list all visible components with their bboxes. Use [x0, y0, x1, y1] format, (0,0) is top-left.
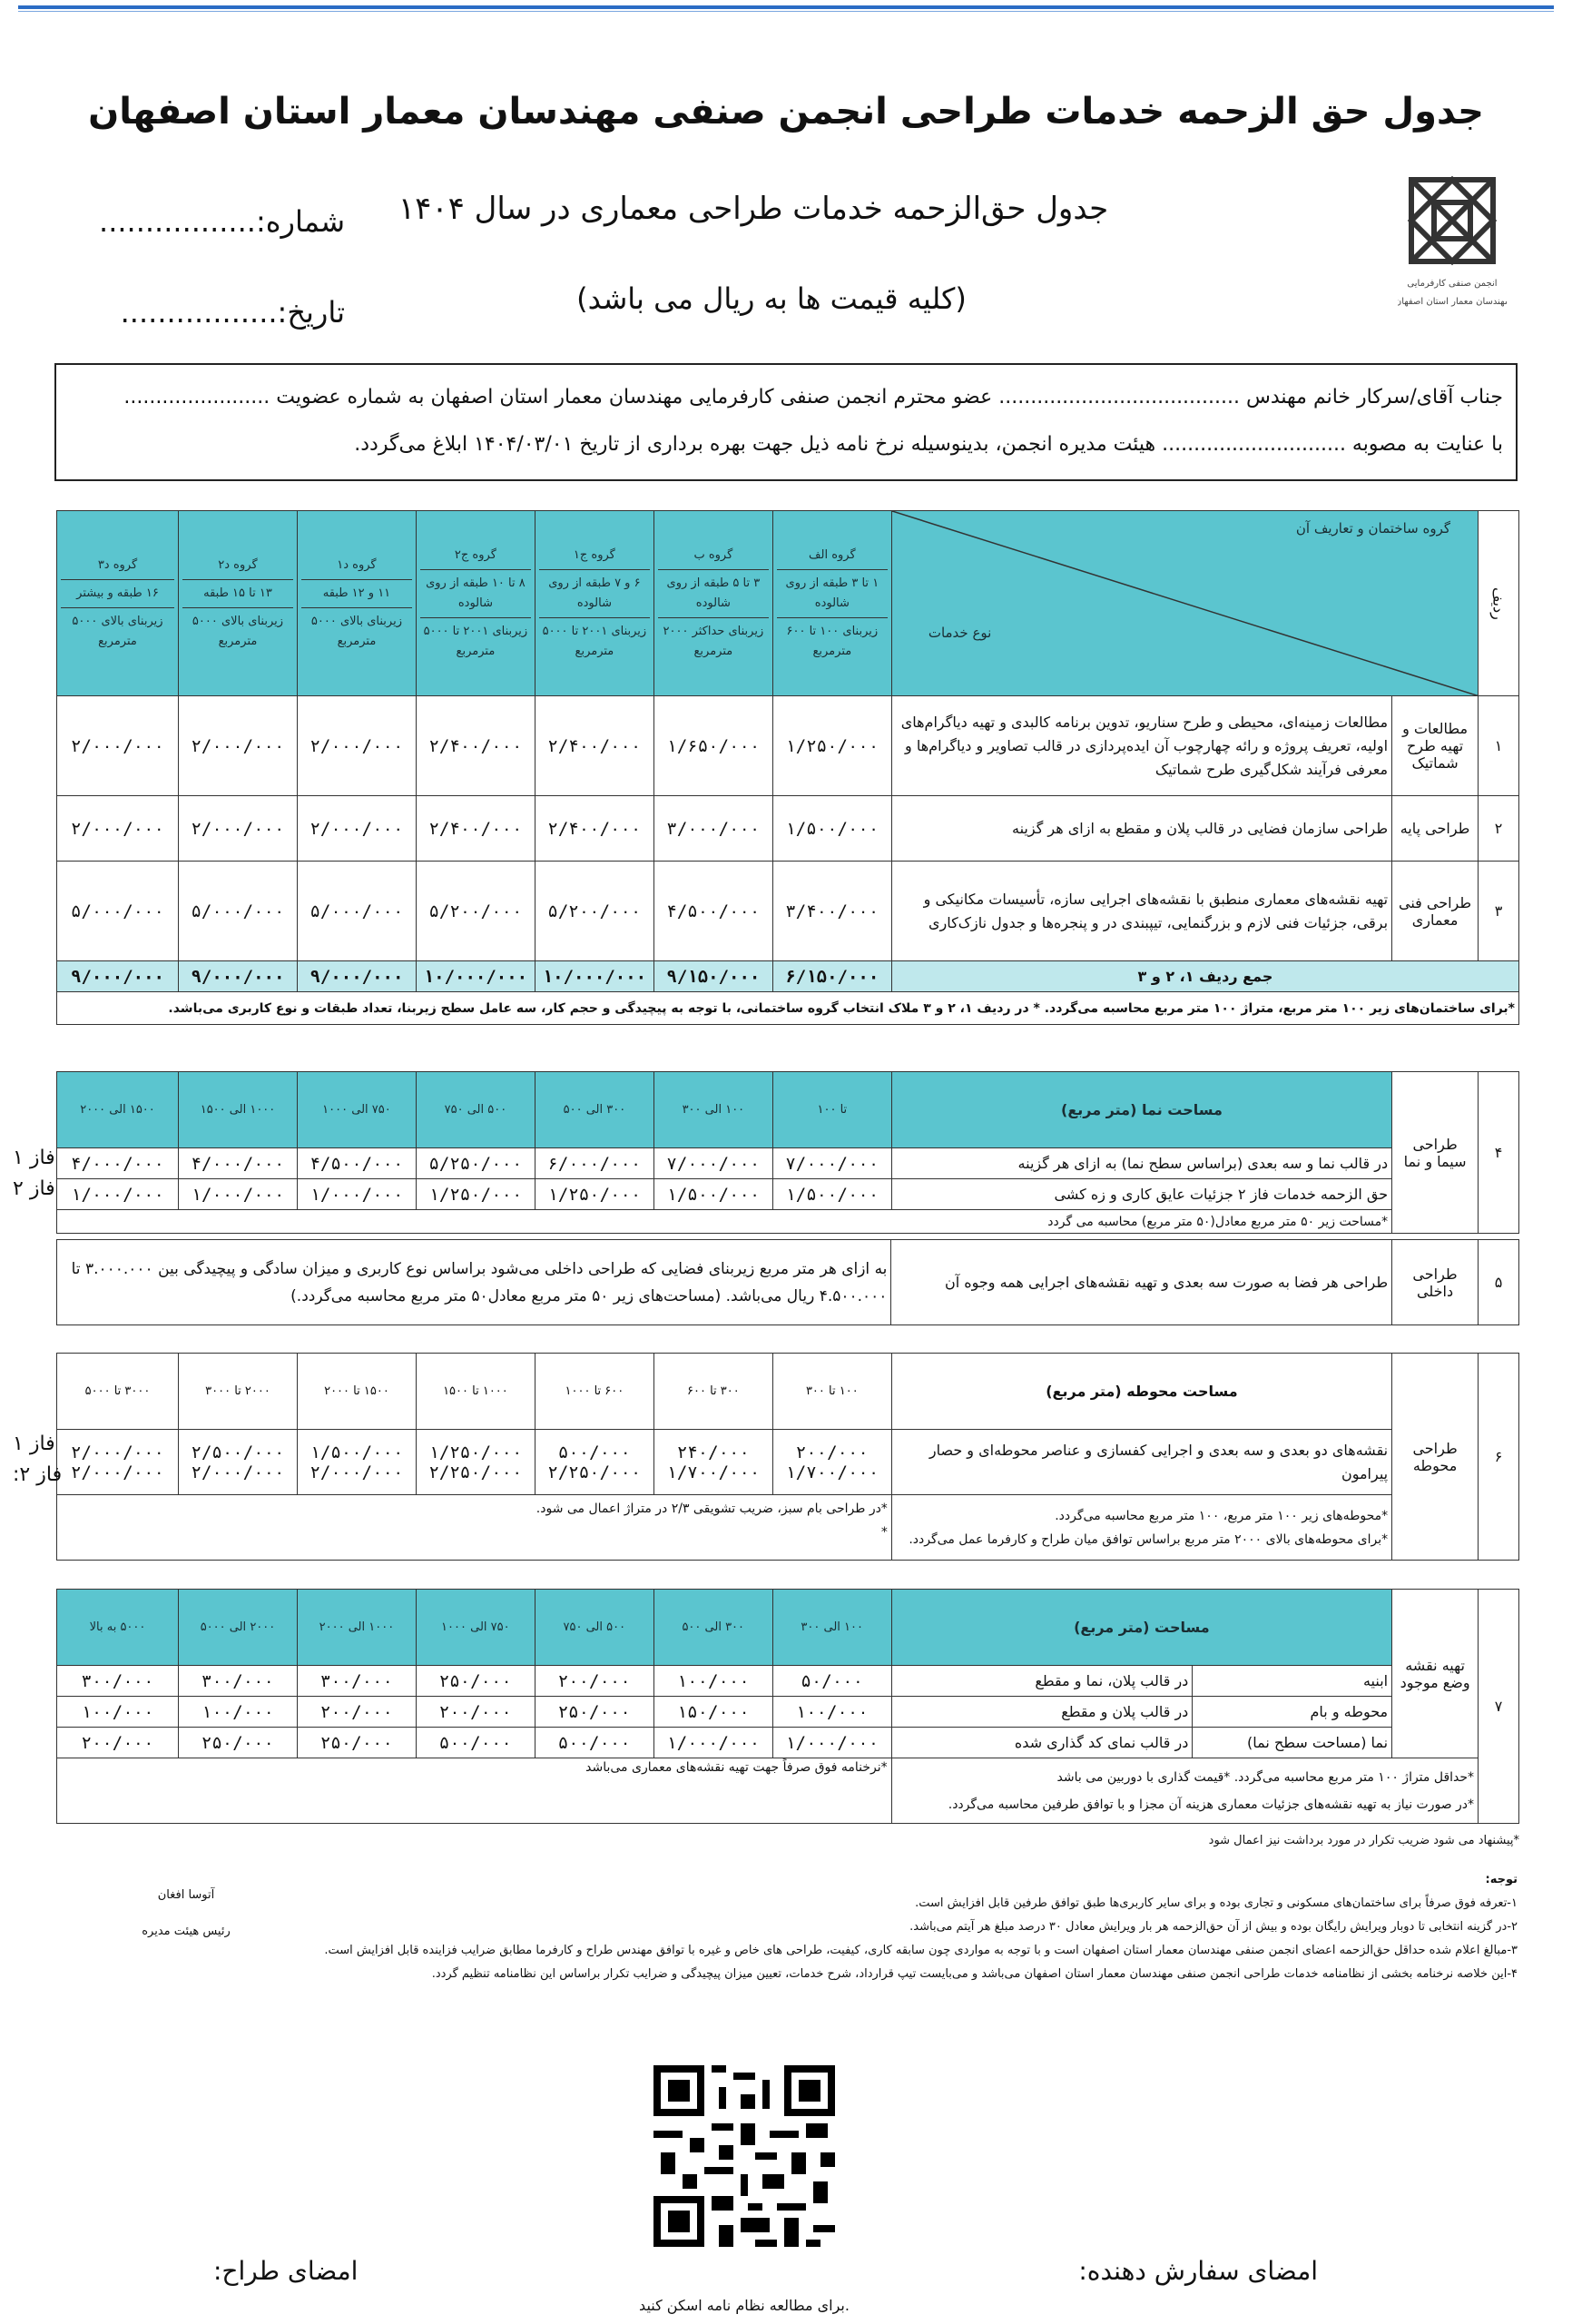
- note-item: ۴-این خلاصه نرخنامه بخشی از نظامنامه خدمات طراحی انجمن صنفی مهندسان معمار استان اصفهان می‌باشد و می‌بایست تیپ قرارداد، شرح خدمات، تعیین میزان پیچیدگی و ضرایب تکرار براساس این نظامنامه تنظیم گردد.: [431, 1967, 1518, 1981]
- main-title: جدول حق الزحمه خدمات طراحی انجمن صنفی مهندسان معمار استان اصفهان: [88, 91, 1484, 133]
- table7-note-3: *نرخنامه فوق صرفاً جهت تهیه نقشه‌های معماری می‌باشد: [57, 1758, 892, 1824]
- table-row: حق الزحمه خدمات فاز ۲ جزئیات عایق کاری و زه کشی ۱/۵۰۰/۰۰۰ ۱/۵۰۰/۰۰۰ ۱/۲۵۰/۰۰۰ ۱/۲۵۰/۰۰۰ ۱/۰۰۰/۰۰۰ ۱/۰۰۰/۰۰۰ ۱/۰۰۰/۰۰۰: [57, 1179, 1519, 1210]
- group-be: گروه ب ۳ تا ۵ طبقه از روی شالوده زیربنای حداکثر ۲۰۰۰ مترمربع: [653, 511, 772, 696]
- chair-name: آتوسا افغان: [157, 1888, 215, 1902]
- table-row: ابنیه در قالب پلان، نما و مقطع ۵۰/۰۰۰ ۱۰۰/۰۰۰ ۲۰۰/۰۰۰ ۲۵۰/۰۰۰ ۳۰۰/۰۰۰ ۳۰۰/۰۰۰ ۳۰۰/۰۰۰: [57, 1666, 1519, 1697]
- group-dal2: گروه د۲ ۱۳ تا ۱۵ طبقه زیربنای بالای ۵۰۰۰ مترمربع: [178, 511, 297, 696]
- service-type-label: نوع خدمات: [928, 625, 992, 641]
- price-unit-note: (کلیه قیمت ها به ریال می باشد): [576, 281, 967, 316]
- designer-signature-label: امضای طراح:: [213, 2256, 359, 2286]
- table6-note-1: *محوطه‌های زیر ۱۰۰ متر مربع، ۱۰۰ متر مربع محاسبه می‌گردد.: [1055, 1508, 1389, 1523]
- table6-note-2: *برای محوطه‌های بالای ۲۰۰۰ متر مربع براساس توافق میان طراح و کارفرما عمل می‌گردد.: [909, 1531, 1389, 1547]
- design-fee-table: [56, 510, 1519, 1025]
- group-jim1: گروه ج۱ ۶ و ۷ طبقه از روی شالوده زیربنای ۲۰۰۱ تا ۵۰۰۰ مترمربع: [535, 511, 653, 696]
- table6-note-3: *در طراحی بام سبز، ضریب تشویقی ۲/۳ در متراژ اعمال می شود.: [535, 1502, 888, 1516]
- qr-code[interactable]: [653, 2065, 835, 2247]
- note-item: ۲-در گزینه انتخابی تا دوبار ویرایش رایگان بوده و بیش از آن حق‌الزحمه هر بار ویرایش معادل ۳۰ درصد مبلغ هر آیتم می‌باشد.: [909, 1920, 1518, 1934]
- group-dal3: گروه د۳ ۱۶ طبقه و بیشتر زیربنای بالای ۵۰۰۰ مترمربع: [57, 511, 179, 696]
- intro-line-2: با عنایت به مصوبه ............................. هیئت مدیره انجمن، بدینوسیله نرخ نامه ذیل جهت بهره برداری از تاریخ ۱۴۰۴/۰۳/۰۱ ابلاغ می‌گردد.: [354, 433, 1503, 456]
- note-item: ۱-تعرفه فوق صرفاً برای ساختمان‌های مسکونی و تجاری بوده و برای سایر کاربری‌ها طبق توافق طرفین قابل افزایش است.: [915, 1896, 1518, 1910]
- date-field[interactable]: تاریخ:.................: [120, 295, 345, 330]
- number-field[interactable]: شماره:.................: [99, 204, 345, 239]
- facade-design-table: ۴ طراحی سیما و نما مساحت نما (متر مربع) تا ۱۰۰ ۱۰۰ الی ۳۰۰ ۳۰۰ الی ۵۰۰ ۵۰۰ الی ۷۵۰ ۷۵۰ الی ۱۰۰۰ ۱۰۰۰ الی ۱۵۰۰ ۱۵۰۰ الی ۲۰۰۰ در قالب نما و سه بعدی (براساس سطح نما) به ازای هر گزینه ۷/۰۰۰/۰۰۰ ۷/۰۰۰/۰۰۰ ۶/۰۰۰/۰۰۰ ۵/۲۵۰/۰۰۰ ۴/۵۰۰/۰۰۰ ۴/۰۰۰/۰۰۰ ۴/۰۰۰/۰۰۰ حق الزحمه خدمات فاز ۲ جزئیات عایق کاری و زه کشی ۱/۵۰۰/۰۰۰ ۱/۵۰۰/۰۰۰ ۱/۲۵۰/۰۰۰ ۱/۲۵۰/۰۰۰ ۱/۰۰۰/۰۰۰ ۱/۰۰۰/۰۰۰ ۱/۰۰۰/۰۰۰ *مساحت زیر ۵۰ متر مربع معادل(۵۰ متر مربع) محاسبه می گردد: [56, 1071, 1519, 1234]
- interior-design-table: ۵ طراحی داخلی طراحی هر فضا به صورت سه بعدی و تهیه نقشه‌های اجرایی همه وجوه آن به ازای هر متر مربع زیربنای فضایی که طراحی داخلی می‌شود براساس نوع کاربری و میزان سادگی و پیچیدگی بین ۳.۰۰۰.۰۰۰ تا ۴.۵۰۰.۰۰۰ ریال می‌باشد. (مساحت‌های زیر ۵۰ متر مربع معادل۵۰ متر مربع محاسبه می‌گردد.): [56, 1239, 1519, 1325]
- logo-text-2: مهندسان معمار استان اصفهان: [1398, 297, 1507, 307]
- association-logo: [1398, 172, 1507, 327]
- top-border-thin: [18, 11, 1554, 12]
- table-row: ۳ طراحی فنی معماری تهیه نقشه‌های معماری منطبق با نقشه‌های اجرایی سازه، تأسیسات مکانیکی و برقی، جزئیات فنی لازم و بزرگنمایی، تیپبندی در و پنجره‌ها و جدول نازک‌کاری ۳/۴۰۰/۰۰۰ ۴/۵۰۰/۰۰۰ ۵/۲۰۰/۰۰۰ ۵/۲۰۰/۰۰۰ ۵/۰۰۰/۰۰۰ ۵/۰۰۰/۰۰۰ ۵/۰۰۰/۰۰۰: [57, 862, 1519, 961]
- as-built-survey-table: ۷ تهیه نقشه وضع موجود مساحت (متر مربع) ۱۰۰ الی ۳۰۰ ۳۰۰ الی ۵۰۰ ۵۰۰ الی ۷۵۰ ۷۵۰ الی ۱۰۰۰ ۱۰۰۰ الی ۲۰۰۰ ۲۰۰۰ الی ۵۰۰۰ ۵۰۰۰ به بالا ابنیه در قالب پلان، نما و مقطع ۵۰/۰۰۰ ۱۰۰/۰۰۰ ۲۰۰/۰۰۰ ۲۵۰/۰۰۰ ۳۰۰/۰۰۰ ۳۰۰/۰۰۰ ۳۰۰/۰۰۰ محوطه و بام در قالب پلان و مقطع ۱۰۰/۰۰۰ ۱۵۰/۰۰۰ ۲۵۰/۰۰۰ ۲۰۰/۰۰۰ ۲۰۰/۰۰۰ ۱۰۰/۰۰۰ ۱۰۰/۰۰۰ نما (مساحت سطح نما) در قالب نمای کد گذاری شده ۱/۰۰۰/۰۰۰ ۱/۰۰۰/۰۰۰ ۵۰۰/۰۰۰ ۵۰۰/۰۰۰ ۲۵۰/۰۰۰ ۲۵۰/۰۰۰ ۲۰۰/۰۰۰ *حداقل متراژ ۱۰۰ متر مربع محاسبه می‌گردد. *قیمت گذاری با دوربین می باشد *در صورت نیاز به تهیه نقشه‌های جزئیات معماری هزینه آن مجزا و با توافق طرفین محاسبه می‌گردد. *نرخنامه فوق صرفاً جهت تهیه نقشه‌های معماری می‌باشد: [56, 1589, 1519, 1824]
- table-row: در قالب نما و سه بعدی (براساس سطح نما) به ازای هر گزینه ۷/۰۰۰/۰۰۰ ۷/۰۰۰/۰۰۰ ۶/۰۰۰/۰۰۰ ۵/۲۵۰/۰۰۰ ۴/۵۰۰/۰۰۰ ۴/۰۰۰/۰۰۰ ۴/۰۰۰/۰۰۰: [57, 1148, 1519, 1179]
- top-border: [18, 5, 1554, 9]
- phase-2-label: فاز ۲: [13, 1177, 55, 1200]
- phase-1-label-landscape: فاز ۱: [13, 1433, 55, 1455]
- client-signature-label: امضای سفارش دهنده:: [1078, 2256, 1318, 2286]
- radif-header: ردیف: [1479, 511, 1519, 696]
- note-item: ۳-مبالغ اعلام شده حداقل حق‌الزحمه اعضای انجمن صنفی مهندسان معمار استان اصفهان است و با توجه به مواردی چون سابقه کاری، کیفیت، طراحی های خاص و غیره با توافق مهندس طراح و کارفرما مطابق ضرایب فزاینده قابل افزایش است.: [324, 1944, 1518, 1957]
- phase-2-label-landscape: فاز ۲:: [13, 1463, 63, 1486]
- table1-footnote: *برای ساختمان‌های زیر ۱۰۰ متر مربع، متراژ ۱۰۰ متر مربع محاسبه می‌گردد. * در ردیف ۱، ۲ و ۳ ملاک انتخاب گروه ساختمانی، با توجه به پیچیدگی و حجم کار، سه عامل سطح زیربنا، تعداد طبقات و نوع کاربری می‌باشد.: [57, 992, 1519, 1025]
- table-row: ۲ طراحی پایه طراحی سازمان فضایی در قالب پلان و مقطع به ازای هر گزینه ۱/۵۰۰/۰۰۰ ۳/۰۰۰/۰۰۰ ۲/۴۰۰/۰۰۰ ۲/۴۰۰/۰۰۰ ۲/۰۰۰/۰۰۰ ۲/۰۰۰/۰۰۰ ۲/۰۰۰/۰۰۰: [57, 796, 1519, 862]
- group-header-cell: [891, 511, 1478, 696]
- group-dal1: گروه د۱ ۱۱ و ۱۲ طبقه زیربنای بالای ۵۰۰۰ مترمربع: [297, 511, 416, 696]
- group-jim2: گروه ج۲ ۸ تا ۱۰ طبقه از روی شالوده زیربنای ۲۰۰۱ تا ۵۰۰۰ مترمربع: [416, 511, 535, 696]
- table7-note-4: *پیشنهاد می شود ضریب تکرار در مورد برداشت نیز اعمال شود: [1208, 1834, 1519, 1847]
- table-row: نما (مساحت سطح نما) در قالب نمای کد گذاری شده ۱/۰۰۰/۰۰۰ ۱/۰۰۰/۰۰۰ ۵۰۰/۰۰۰ ۵۰۰/۰۰۰ ۲۵۰/۰۰۰ ۲۵۰/۰۰۰ ۲۰۰/۰۰۰: [57, 1728, 1519, 1758]
- table7-note-1: *حداقل متراژ ۱۰۰ متر مربع محاسبه می‌گردد. *قیمت گذاری با دوربین می باشد: [1056, 1769, 1475, 1785]
- table6-note-4: *: [880, 1525, 888, 1540]
- table4-footnote: *مساحت زیر ۵۰ متر مربع معادل(۵۰ متر مربع) محاسبه می گردد: [57, 1210, 1392, 1234]
- notes-title: توجه:: [1485, 1873, 1518, 1886]
- table-row: محوطه و بام در قالب پلان و مقطع ۱۰۰/۰۰۰ ۱۵۰/۰۰۰ ۲۵۰/۰۰۰ ۲۰۰/۰۰۰ ۲۰۰/۰۰۰ ۱۰۰/۰۰۰ ۱۰۰/۰۰۰: [57, 1697, 1519, 1728]
- notes-section: [20, 1868, 1518, 1986]
- table-row: ۱ مطالعات و تهیه طرح شماتیک مطالعات زمینه‌ای، محیطی و طرح سناریو، تدوین برنامه کالبدی و تهیه دیاگرام‌های اولیه، تعریف پروژه و رائه چهارچوب آن ایده‌پردازی در قالب تصاویر و دیاگرام‌ها و معرفی فرآیند شکل‌گیری طرح شماتیک ۱/۲۵۰/۰۰۰ ۱/۶۵۰/۰۰۰ ۲/۴۰۰/۰۰۰ ۲/۴۰۰/۰۰۰ ۲/۰۰۰/۰۰۰ ۲/۰۰۰/۰۰۰ ۲/۰۰۰/۰۰۰: [57, 696, 1519, 796]
- landscape-design-table: ۶ طراحی محوطه مساحت محوطه (متر مربع) ۱۰۰ تا ۳۰۰ ۳۰۰ تا ۶۰۰ ۶۰۰ تا ۱۰۰۰ ۱۰۰۰ تا ۱۵۰۰ ۱۵۰۰ تا ۲۰۰۰ ۲۰۰۰ تا ۳۰۰۰ ۳۰۰۰ تا ۵۰۰۰ نقشه‌های دو بعدی و سه بعدی و اجرایی کفسازی و عناصر محوطه‌ای و حصار پیرامون ۲۰۰/۰۰۰ ۱/۷۰۰/۰۰۰ ۲۴۰/۰۰۰ ۱/۷۰۰/۰۰۰ ۵۰۰/۰۰۰ ۲/۲۵۰/۰۰۰ ۱/۲۵۰/۰۰۰ ۲/۲۵۰/۰۰۰ ۱/۵۰۰/۰۰۰ ۲/۰۰۰/۰۰۰ ۲/۵۰۰/۰۰۰ ۲/۰۰۰/۰۰۰ ۲/۰۰۰/۰۰۰ ۲/۰۰۰/۰۰۰ *محوطه‌های زیر ۱۰۰ متر مربع، ۱۰۰ متر مربع محاسبه می‌گردد. *برای محوطه‌های بالای ۲۰۰۰ متر مربع براساس توافق میان طراح و کارفرما عمل می‌گردد. *در طراحی بام سبز، ضریب تشویقی ۲/۳ در متراژ اعمال می شود. *: [56, 1353, 1519, 1561]
- intro-line-1: جناب آقای/سرکار خانم مهندس ...................................... عضو محترم انجمن صنفی کارفرمایی مهندسان معمار استان اصفهان به شماره عضویت .......................: [123, 386, 1503, 409]
- chair-title: رئیس هیئت مدیره: [142, 1925, 231, 1938]
- group-alef: گروه الف ۱ تا ۳ طبقه از روی شالوده زیربنای ۱۰۰ تا ۶۰۰ مترمربع: [772, 511, 891, 696]
- intro-box: [54, 363, 1518, 481]
- table7-note-2: *در صورت نیاز به تهیه نقشه‌های جزئیات معماری هزینه آن مجزا و با توافق طرفین محاسبه می‌گردد.: [948, 1797, 1475, 1812]
- sub-title: جدول حق‌الزحمه خدمات طراحی معماری در سال ۱۴۰۴: [398, 191, 1109, 227]
- sum-row: جمع ردیف ۱، ۲ و ۳ ۶/۱۵۰/۰۰۰ ۹/۱۵۰/۰۰۰ ۱۰/۰۰۰/۰۰۰ ۱۰/۰۰۰/۰۰۰ ۹/۰۰۰/۰۰۰ ۹/۰۰۰/۰۰۰ ۹/۰۰۰/۰۰۰: [57, 961, 1519, 992]
- logo-text-1: انجمن صنفی کارفرمایی: [1407, 279, 1498, 289]
- table-row: نقشه‌های دو بعدی و سه بعدی و اجرایی کفسازی و عناصر محوطه‌ای و حصار پیرامون ۲۰۰/۰۰۰ ۱/۷۰۰/۰۰۰ ۲۴۰/۰۰۰ ۱/۷۰۰/۰۰۰ ۵۰۰/۰۰۰ ۲/۲۵۰/۰۰۰ ۱/۲۵۰/۰۰۰ ۲/۲۵۰/۰۰۰ ۱/۵۰۰/۰۰۰ ۲/۰۰۰/۰۰۰ ۲/۵۰۰/۰۰۰ ۲/۰۰۰/۰۰۰ ۲/۰۰۰/۰۰۰ ۲/۰۰۰/۰۰۰: [57, 1430, 1519, 1495]
- phase-1-label: فاز ۱: [13, 1147, 55, 1169]
- qr-caption: .برای مطالعه نظام نامه اسکن کنید: [639, 2297, 850, 2314]
- group-header-label: گروه ساختمان و تعاریف آن: [1295, 520, 1451, 537]
